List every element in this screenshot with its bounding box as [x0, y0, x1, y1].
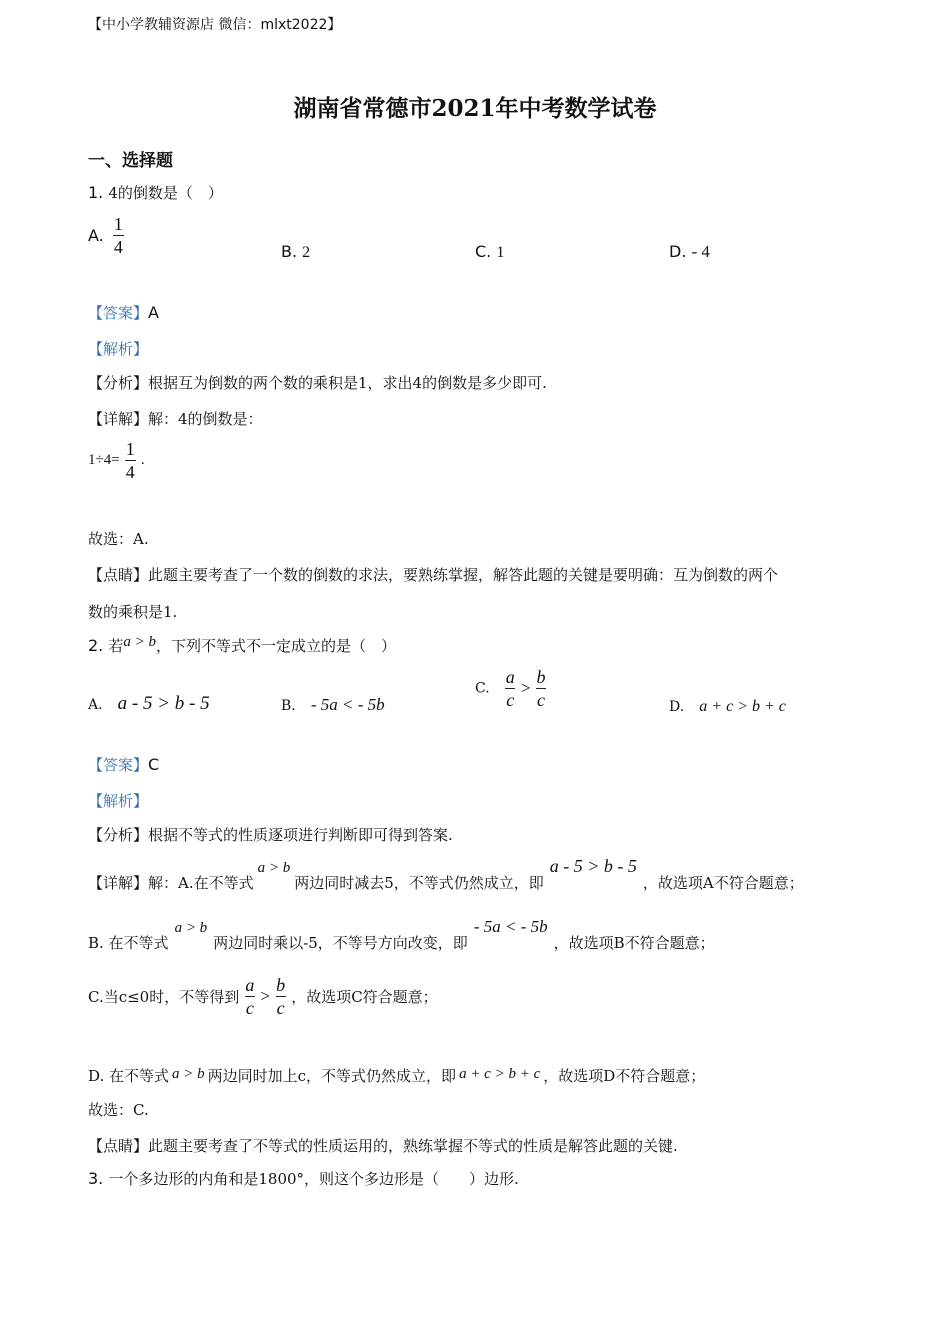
fraction	[125, 440, 136, 481]
q1-option-a	[88, 215, 124, 256]
operator: >	[520, 678, 531, 698]
option-label: A.	[88, 226, 104, 245]
numerator: a	[505, 667, 515, 687]
question-stem: 4的倒数是（ ）	[108, 184, 223, 202]
fraction	[113, 215, 124, 256]
q2-option-a	[88, 693, 210, 715]
answer-tag: 【答案】	[88, 304, 149, 322]
q1-fenxi: 【分析】根据互为倒数的两个数的乘积是1，求出4的倒数是多少即可.	[88, 374, 547, 392]
question-number: 1.	[88, 183, 104, 202]
denominator: c	[276, 998, 285, 1018]
question-number: 3.	[88, 1169, 104, 1188]
detail-text: 【详解】解：A.在不等式	[88, 874, 254, 892]
calc-prefix: 1÷4=	[88, 452, 120, 468]
q1-dianjing-1: 【点睛】此题主要考查了一个数的倒数的求法，要熟练掌握，解答此题的关键是要明确：互为倒数的两个	[88, 566, 779, 584]
q1-xiangjie: 【详解】解：4的倒数是：	[88, 410, 263, 428]
option-value: 2	[302, 244, 311, 261]
denominator: 4	[113, 237, 123, 257]
numerator: 1	[113, 214, 123, 234]
numerator: b	[276, 975, 286, 995]
math-inline: a > b	[257, 860, 291, 876]
detail-text: D. 在不等式	[88, 1067, 170, 1085]
option-label: D.	[669, 242, 687, 261]
page-title: 湖南省常德市2021年中考数学试卷	[293, 95, 657, 122]
question-stem-post: ，下列不等式不一定成立的是（ ）	[156, 637, 397, 655]
detail-text: 两边同时加上c，不等式仍然成立，即	[207, 1067, 457, 1085]
numerator: 1	[125, 439, 135, 459]
option-label: C.	[475, 242, 492, 261]
q2-detail-d	[88, 1062, 705, 1083]
math-inline: a - 5 > b - 5	[549, 856, 637, 876]
numerator: b	[536, 667, 546, 687]
detail-text: 两边同时减去5，不等式仍然成立，即	[294, 874, 544, 892]
option-math: a + c > b + c	[699, 698, 786, 715]
option-label: A.	[88, 697, 103, 713]
q1-option-c	[475, 242, 504, 262]
q2-detail-b	[88, 916, 715, 952]
q2-analysis-tag: 【解析】	[88, 792, 149, 810]
math-inline: a > b	[172, 1066, 205, 1082]
question-stem-pre: 若	[108, 637, 124, 655]
q1-calculation	[88, 440, 145, 481]
option-label: C.	[475, 680, 490, 697]
detail-text: ，故选项D不符合题意；	[543, 1067, 706, 1085]
fraction-left	[244, 976, 255, 1017]
q2-detail-c	[88, 976, 438, 1017]
q1-dianjing-2: 数的乘积是1.	[88, 603, 178, 621]
numerator: a	[245, 975, 255, 995]
q1-answer	[88, 302, 159, 323]
option-math: - 5a < - 5b	[310, 695, 385, 714]
math-inline: a > b	[123, 634, 156, 650]
question-stem: 一个多边形的内角和是1800°，则这个多边形是（ ）边形.	[108, 1170, 519, 1188]
option-label: B.	[281, 242, 298, 261]
q2-detail-a	[88, 856, 804, 892]
q2-option-b	[281, 695, 385, 715]
q1-choose: 故选：A.	[88, 530, 149, 548]
fraction-right	[536, 668, 547, 709]
fraction-right	[275, 976, 286, 1017]
question-3	[88, 1168, 519, 1189]
operator: >	[260, 986, 271, 1006]
denominator: c	[506, 690, 515, 710]
math-inline: a + c > b + c	[459, 1066, 541, 1082]
math-inline: a > b	[174, 920, 208, 936]
question-number: 2.	[88, 636, 104, 655]
q2-choose: 故选：C.	[88, 1101, 149, 1119]
answer-value: C	[148, 755, 160, 774]
q1-option-b	[281, 242, 310, 262]
math-inline: - 5a < - 5b	[473, 917, 548, 936]
denominator: 4	[125, 462, 135, 482]
detail-text: ，故选项B不符合题意；	[553, 934, 715, 952]
detail-text: B. 在不等式	[88, 934, 169, 952]
detail-text: 两边同时乘以-5，不等号方向改变，即	[213, 934, 468, 952]
option-label: D.	[669, 699, 685, 715]
denominator: c	[245, 998, 254, 1018]
answer-tag: 【答案】	[88, 756, 149, 774]
section-heading: 一、选择题	[88, 151, 173, 171]
detail-text: C.当c≤0时，不等得到	[88, 988, 240, 1006]
detail-text: ，故选项C符合题意；	[291, 988, 438, 1006]
option-value: - 4	[691, 242, 710, 261]
q1-analysis-tag: 【解析】	[88, 340, 149, 358]
answer-value: A	[148, 303, 159, 322]
option-math: a - 5 > b - 5	[117, 693, 210, 714]
fraction-left	[505, 668, 516, 709]
header-note: 【中小学教辅资源店 微信：mlxt2022】	[88, 17, 342, 33]
option-label: B.	[281, 698, 296, 714]
q2-option-c	[475, 668, 547, 709]
q2-dianjing: 【点睛】此题主要考查了不等式的性质运用的，熟练掌握不等式的性质是解答此题的关键.	[88, 1137, 678, 1155]
option-value: 1	[496, 244, 505, 261]
q2-fenxi: 【分析】根据不等式的性质逐项进行判断即可得到答案.	[88, 826, 453, 844]
question-2	[88, 635, 396, 656]
q2-option-d	[669, 696, 786, 716]
question-1	[88, 182, 223, 203]
denominator: c	[537, 690, 546, 710]
calc-suffix: .	[140, 452, 145, 468]
q2-answer	[88, 754, 159, 775]
q1-option-d	[669, 242, 710, 262]
detail-text: ，故选项A不符合题意；	[642, 874, 804, 892]
